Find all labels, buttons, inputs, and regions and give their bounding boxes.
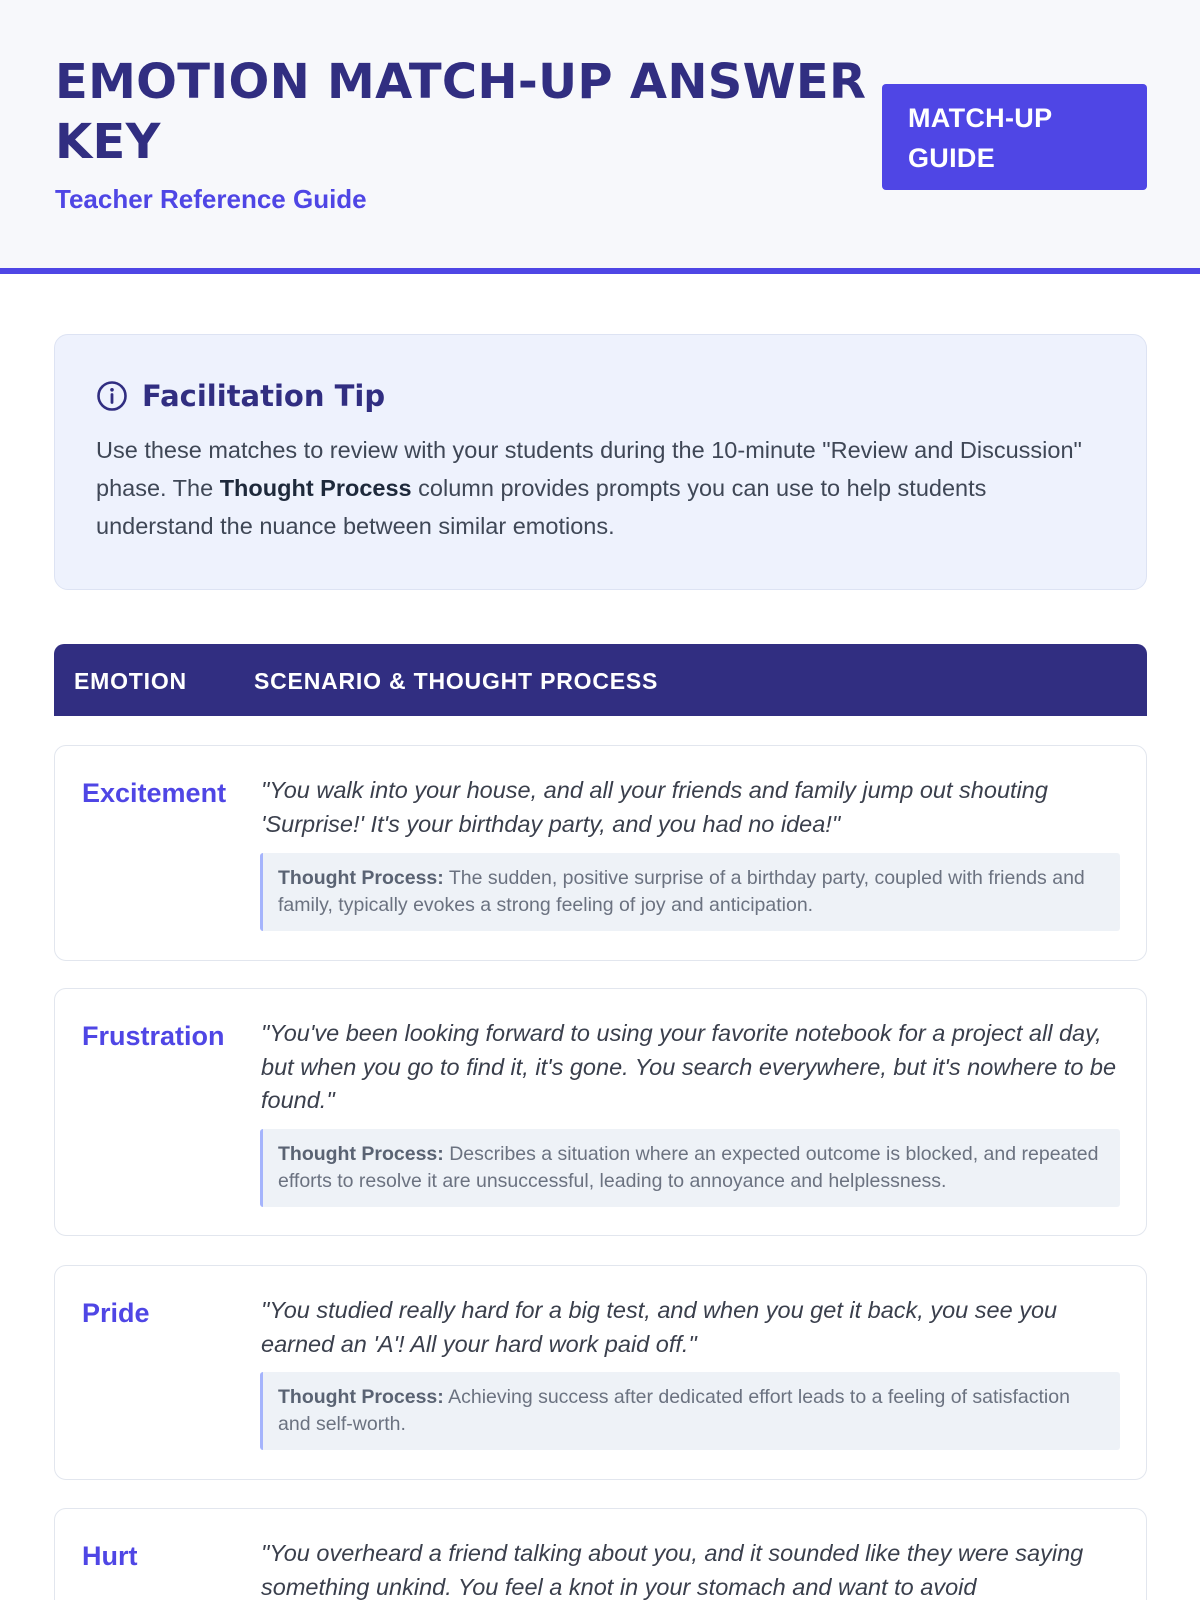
tip-heading — [96, 377, 1106, 415]
table-header — [54, 644, 1147, 716]
emotion-label: Hurt — [82, 1541, 138, 1571]
thought-process-box — [260, 853, 1120, 931]
thought-process-text: Achieving success after dedicated effort leads to a feeling of satisfaction and self-worth. — [278, 1386, 1070, 1435]
scenario-text: "You studied really hard for a big test, and when you get it back, you see you earned an 'A'! All your hard work paid off." — [261, 1297, 1058, 1357]
table-row — [54, 745, 1147, 961]
page-header — [0, 0, 1200, 274]
page-title: EMOTION MATCH-UP ANSWER KEY — [55, 54, 867, 170]
facilitation-tip-box — [54, 334, 1147, 590]
thought-process-box — [260, 1372, 1120, 1450]
thought-process-label: Thought Process: — [278, 1386, 444, 1408]
column-header-scenario: SCENARIO & THOUGHT PROCESS — [254, 668, 659, 694]
scenario-text: "You overheard a friend talking about you, and it sounded like they were saying something unkind. You feel a knot in your stomach and want to avoid — [261, 1540, 1084, 1600]
tip-bold-term: Thought Process — [219, 475, 412, 501]
column-header-emotion: EMOTION — [74, 668, 187, 694]
thought-process-label: Thought Process: — [278, 867, 444, 889]
thought-process-text: The sudden, positive surprise of a birthday party, coupled with friends and family, typically evokes a strong feeling of joy and anticipation. — [278, 867, 1085, 916]
table-row — [54, 1265, 1147, 1480]
emotion-label: Excitement — [82, 778, 227, 808]
thought-process-box — [260, 1129, 1120, 1207]
thought-process-text: Describes a situation where an expected outcome is blocked, and repeated efforts to resolve it are unsuccessful, leading to annoyance and helplessness. — [278, 1143, 1099, 1192]
table-row — [54, 1508, 1147, 1600]
emotion-label: Pride — [82, 1298, 150, 1328]
thought-process-label: Thought Process: — [278, 1143, 444, 1165]
info-icon — [96, 380, 128, 412]
guide-badge: MATCH-UP GUIDE — [882, 84, 1147, 190]
scenario-text: "You walk into your house, and all your friends and family jump out shouting 'Surprise!' It's your birthday party, and you had no idea!" — [261, 777, 1048, 837]
tip-title: Facilitation Tip — [142, 379, 386, 413]
emotion-label: Frustration — [82, 1021, 225, 1051]
tip-text: Use these matches to review with your students during the 10-minute "Review and Discussion" phase. The Thought Process column provides prompts you can use to help students understand the nuance between similar emotions. — [96, 437, 1082, 539]
page-subtitle: Teacher Reference Guide — [55, 184, 367, 214]
table-row — [54, 988, 1147, 1236]
scenario-text: "You've been looking forward to using your favorite notebook for a project all day, but when you go to find it, it's gone. You search everywhere, but it's nowhere to be found." — [261, 1020, 1117, 1113]
